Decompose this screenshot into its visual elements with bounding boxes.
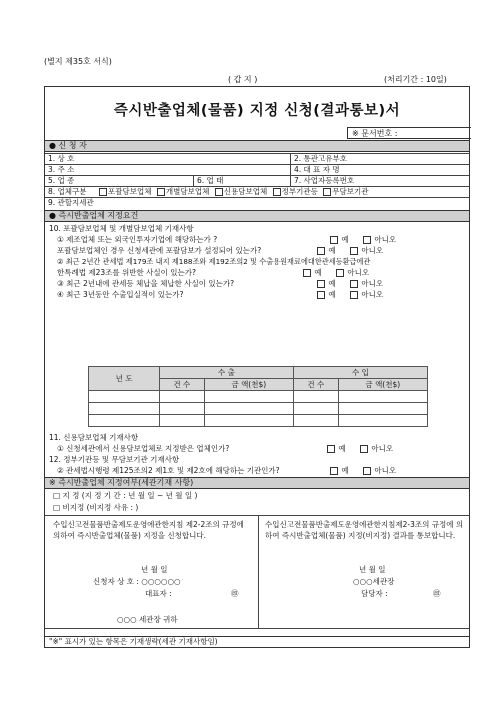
processing-period: (처리기간 : 10일) <box>384 75 447 84</box>
field-address[interactable]: 3. 주 소 <box>48 165 75 174</box>
field-customs-code[interactable]: 2. 통관고유부호 <box>294 154 348 163</box>
performance-table <box>88 366 428 427</box>
req-q10-1-answer[interactable]: 예 아니오 <box>330 235 396 245</box>
field-company-type-label: 8. 업체구분 <box>48 187 87 196</box>
applicant-representative[interactable]: 대표자 : <box>145 589 172 598</box>
col-export-count: 건 수 <box>160 379 205 391</box>
checkbox-icon[interactable] <box>157 188 165 196</box>
col-year: 년 도 <box>89 367 160 391</box>
checkbox-icon[interactable] <box>273 188 281 196</box>
checkbox-icon[interactable] <box>317 247 325 255</box>
checkbox-icon[interactable] <box>363 467 371 475</box>
form-label: (별지 제35호 서식) <box>44 57 112 66</box>
designate-option[interactable]: □ 지 정 (지 정 기 간 : 년 월 일 ~ 년 월 일 ) <box>53 491 198 500</box>
form-title: 즉시반출업체(물품) 지정 신청(결과통보)서 <box>113 103 401 119</box>
application-form <box>44 86 470 637</box>
addressee: ○○○ 세관장 귀하 <box>117 615 178 624</box>
checkbox-icon[interactable] <box>215 188 223 196</box>
col-export: 수 출 <box>160 367 294 379</box>
req-q10-2: ② 최근 2년간 관세법 제179조 내지 제188조와 제192조의2 및 수출용원재료에대한관세등환급에관 <box>57 257 371 266</box>
req-q10-1: ① 제조업체 또는 외국인투자기업에 해당하는가 ? <box>57 235 218 244</box>
application-statement: 수입신고전물품반출제도운영에관한지침 제2-2조의 규정에 의하여 즉시반출업체(물품) 지정을 신청합니다. <box>53 520 244 540</box>
checkbox-icon[interactable] <box>360 445 368 453</box>
officer-field[interactable]: 담당자 : <box>361 589 388 598</box>
table-row[interactable] <box>89 415 428 427</box>
field-representative[interactable]: 4. 대 표 자 명 <box>294 165 340 174</box>
req-q10-1b: 포괄담보업체인 경우 신청세관에 포괄담보가 설정되어 있는가? <box>57 246 262 255</box>
table-row[interactable] <box>89 403 428 415</box>
section-applicant: ● 신 청 자 <box>45 140 469 152</box>
col-export-amount: 금 액(천$) <box>204 379 293 391</box>
result-date[interactable]: 년 월 일 <box>359 565 386 574</box>
doc-number-field[interactable]: ※ 문서번호 : <box>347 127 471 139</box>
field-business-type[interactable]: 6. 업 태 <box>197 176 224 185</box>
checkbox-icon[interactable] <box>336 269 344 277</box>
req-q10-3-answer[interactable]: 예 아니오 <box>317 279 383 289</box>
req-q11-1: ① 신청세관에서 신용담보업체로 지정받은 업체인가? <box>57 444 230 453</box>
checkbox-icon[interactable] <box>99 188 107 196</box>
field-industry[interactable]: 5. 업 종 <box>48 176 75 185</box>
section-designation-result: ※ 즉시반출업체 지정여부(세관기재 사항) <box>45 477 469 489</box>
not-designate-option[interactable]: □ 비지정 (비지정 사유 : ) <box>53 503 139 512</box>
col-import-amount: 금 액(천$) <box>338 379 427 391</box>
company-type-options[interactable]: 포괄담보업체 개별담보업체 신용담보업체 정부기관등 무담보기관 <box>99 187 368 197</box>
req-q12-1: ② 관세법시행령 제125조의2 제1호 및 제2호에 해당하는 기관인가? <box>57 466 280 475</box>
req-q10: 10. 포괄담보업체 및 개별담보업체 기재사항 <box>49 224 194 233</box>
req-q10-1b-answer[interactable]: 예 아니오 <box>317 246 383 256</box>
checkbox-icon[interactable] <box>350 280 358 288</box>
copy-label: ( 갑 지 ) <box>228 75 258 84</box>
customs-office: ○○○세관장 <box>353 577 395 586</box>
result-notification-statement: 수입신고전물품반출제도운영에관한지침제2-3조의 규정에 의하여 즉시반출업체(물품) 지정(비지정) 결과를 통보합니다. <box>265 520 464 540</box>
checkbox-icon[interactable] <box>350 247 358 255</box>
table-row[interactable] <box>89 391 428 403</box>
applicant-company[interactable]: 신청자 상 호 : ○○○○○○ <box>93 577 181 586</box>
checkbox-icon[interactable] <box>330 236 338 244</box>
application-date[interactable]: 년 월 일 <box>141 565 168 574</box>
req-q10-3: ③ 최근 2년내에 관세등 체납을 체납한 사실이 있는가? <box>57 279 235 288</box>
req-q10-2b: 한특례법 제23조를 위반한 사실이 있는가? <box>57 268 196 277</box>
field-company-name[interactable]: 1. 상 호 <box>48 154 75 163</box>
req-q12: 12. 정부기관등 및 무담보기관 기재사항 <box>49 455 180 464</box>
seal-icon: ㊞ <box>231 589 239 598</box>
seal-icon: ㊞ <box>433 589 441 598</box>
checkbox-icon[interactable] <box>327 445 335 453</box>
checkbox-icon[interactable] <box>317 291 325 299</box>
req-q11: 11. 신용담보업체 기재사항 <box>49 433 139 442</box>
section-requirements: ● 즉시반출업체 지정요건 <box>45 210 469 222</box>
req-q10-2-answer[interactable]: 예 아니오 <box>303 268 369 278</box>
checkbox-icon[interactable] <box>330 467 338 475</box>
checkbox-icon[interactable] <box>317 280 325 288</box>
req-q10-4-answer[interactable]: 예 아니오 <box>317 290 383 300</box>
col-import: 수 입 <box>293 367 427 379</box>
req-q12-1-answer[interactable]: 예 아니오 <box>330 466 396 476</box>
checkbox-icon[interactable] <box>323 188 331 196</box>
checkbox-icon[interactable] <box>303 269 311 277</box>
checkbox-icon[interactable] <box>350 291 358 299</box>
req-q10-4: ④ 최근 3년동안 수출입실적이 있는가? <box>57 290 184 299</box>
checkbox-icon[interactable] <box>363 236 371 244</box>
field-business-reg-no[interactable]: 7. 사업자등록번호 <box>294 176 355 185</box>
footer-note: "※" 표시가 있는 항목은 기재생략(세관 기재사항임) <box>44 637 470 648</box>
req-q11-1-answer[interactable]: 예 아니오 <box>327 444 393 454</box>
col-import-count: 건 수 <box>293 379 338 391</box>
field-jurisdiction-customs[interactable]: 9. 관할지세관 <box>48 198 94 207</box>
